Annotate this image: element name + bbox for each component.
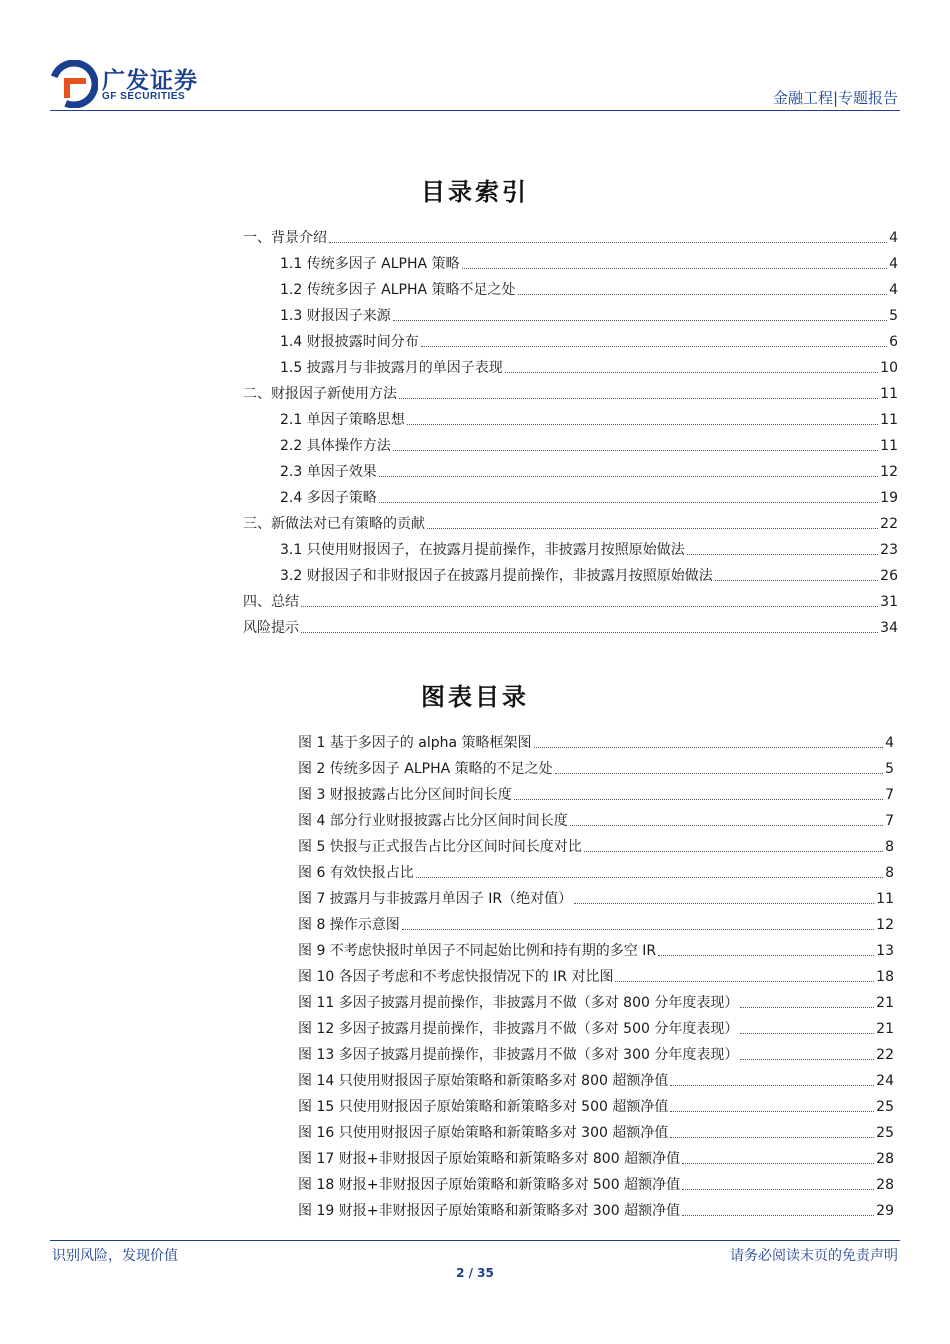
toc-entry-page: 10 xyxy=(880,360,898,376)
toc-leader-dots xyxy=(518,294,888,295)
toc-leader-dots xyxy=(301,606,878,607)
figure-entry-label: 图 2 传统多因子 ALPHA 策略的不足之处 xyxy=(298,761,553,777)
toc-entry-page: 19 xyxy=(880,490,898,506)
toc-leader-dots xyxy=(379,476,878,477)
figure-entry-label: 图 6 有效快报占比 xyxy=(298,865,414,881)
toc-entry-label: 1.5 披露月与非披露月的单因子表现 xyxy=(280,360,503,376)
figure-leader-dots xyxy=(670,1137,874,1138)
toc-leader-dots xyxy=(393,450,878,451)
figure-entry-label: 图 12 多因子披露月提前操作，非披露月不做（多对 500 分年度表现） xyxy=(298,1021,739,1037)
figure-leader-dots xyxy=(555,773,883,774)
toc-leader-dots xyxy=(715,580,878,581)
figure-entry[interactable] xyxy=(298,938,894,960)
figure-entry-label: 图 10 各因子考虑和不考虑快报情况下的 IR 对比图 xyxy=(298,969,614,985)
figure-entry[interactable] xyxy=(298,782,894,804)
toc-entry-label: 2.3 单因子效果 xyxy=(280,464,377,480)
figure-entry-page: 8 xyxy=(885,839,894,855)
figure-leader-dots xyxy=(658,955,874,956)
toc-entry-label: 3.1 只使用财报因子，在披露月提前操作，非披露月按照原始做法 xyxy=(280,542,685,558)
gf-logo-icon xyxy=(50,60,98,108)
toc-leader-dots xyxy=(421,346,887,347)
toc-entry-label: 风险提示 xyxy=(243,620,299,636)
figure-entry[interactable] xyxy=(298,1016,894,1038)
toc-entry-label: 二、财报因子新使用方法 xyxy=(243,386,397,402)
figure-entry-page: 4 xyxy=(885,735,894,751)
toc-entry-label: 1.4 财报披露时间分布 xyxy=(280,334,419,350)
figure-entry[interactable] xyxy=(298,1172,894,1194)
toc-entry-page: 11 xyxy=(880,412,898,428)
figure-entry-label: 图 5 快报与正式报告占比分区间时间长度对比 xyxy=(298,839,582,855)
figure-leader-dots xyxy=(740,1059,874,1060)
toc-entry-page: 11 xyxy=(880,386,898,402)
toc-entry[interactable] xyxy=(280,303,898,325)
figure-leader-dots xyxy=(740,1033,874,1034)
figure-leader-dots xyxy=(584,851,883,852)
toc-entry-page: 23 xyxy=(880,542,898,558)
figure-entry-page: 21 xyxy=(876,995,894,1011)
toc-entry-label: 2.2 具体操作方法 xyxy=(280,438,391,454)
figure-leader-dots xyxy=(416,877,883,878)
figure-entry-label: 图 19 财报+非财报因子原始策略和新策略多对 300 超额净值 xyxy=(298,1203,681,1219)
figure-entry[interactable] xyxy=(298,964,894,986)
figure-entry-label: 图 1 基于多因子的 alpha 策略框架图 xyxy=(298,735,532,751)
figure-list-title: 图表目录 xyxy=(421,682,529,711)
toc-entry[interactable] xyxy=(280,459,898,481)
toc-entry[interactable] xyxy=(280,277,898,299)
header-divider xyxy=(50,110,900,111)
figure-entry-page: 28 xyxy=(876,1177,894,1193)
toc-leader-dots xyxy=(427,528,878,529)
figure-entry[interactable] xyxy=(298,990,894,1012)
toc-entry[interactable] xyxy=(243,511,898,533)
figure-entry-label: 图 18 财报+非财报因子原始策略和新策略多对 500 超额净值 xyxy=(298,1177,681,1193)
toc-entry-label: 三、新做法对已有策略的贡献 xyxy=(243,516,425,532)
figure-leader-dots xyxy=(682,1163,874,1164)
figure-entry[interactable] xyxy=(298,1146,894,1168)
toc-leader-dots xyxy=(687,554,878,555)
toc-entry[interactable] xyxy=(280,355,898,377)
toc-entry-page: 34 xyxy=(880,620,898,636)
figure-leader-dots xyxy=(740,1007,874,1008)
toc-entry-label: 3.2 财报因子和非财报因子在披露月提前操作，非披露月按照原始做法 xyxy=(280,568,713,584)
footer-disclaimer-note: 请务必阅读末页的免责声明 xyxy=(730,1248,898,1264)
footer-divider xyxy=(50,1240,900,1241)
toc-entry[interactable] xyxy=(243,381,898,403)
page-header xyxy=(0,0,950,120)
figure-leader-dots xyxy=(682,1189,874,1190)
figure-entry[interactable] xyxy=(298,1120,894,1142)
figure-entry-label: 图 9 不考虑快报时单因子不同起始比例和持有期的多空 IR xyxy=(298,943,657,959)
figure-entry-page: 12 xyxy=(876,917,894,933)
figure-entry-label: 图 13 多因子披露月提前操作，非披露月不做（多对 300 分年度表现） xyxy=(298,1047,739,1063)
figure-entry-label: 图 11 多因子披露月提前操作，非披露月不做（多对 800 分年度表现） xyxy=(298,995,739,1011)
figure-entry-page: 22 xyxy=(876,1047,894,1063)
figure-entry[interactable] xyxy=(298,834,894,856)
figure-entry-page: 18 xyxy=(876,969,894,985)
toc-leader-dots xyxy=(462,268,888,269)
figure-leader-dots xyxy=(682,1215,874,1216)
figure-entry-label: 图 14 只使用财报因子原始策略和新策略多对 800 超额净值 xyxy=(298,1073,669,1089)
figure-entry[interactable] xyxy=(298,886,894,908)
toc-entry-page: 4 xyxy=(889,256,898,272)
toc-entry-page: 26 xyxy=(880,568,898,584)
figure-entry-label: 图 7 披露月与非披露月单因子 IR（绝对值） xyxy=(298,891,573,907)
figure-entry-page: 7 xyxy=(885,787,894,803)
figure-leader-dots xyxy=(670,1111,874,1112)
toc-entry[interactable] xyxy=(280,329,898,351)
figure-entry-page: 24 xyxy=(876,1073,894,1089)
toc-entry-page: 5 xyxy=(889,308,898,324)
figure-entry-page: 25 xyxy=(876,1125,894,1141)
toc-entry[interactable] xyxy=(243,225,898,247)
toc-entry-label: 一、背景介绍 xyxy=(243,230,327,246)
toc-entry[interactable] xyxy=(280,251,898,273)
toc-entry-label: 1.3 财报因子来源 xyxy=(280,308,391,324)
figure-entry-page: 21 xyxy=(876,1021,894,1037)
report-category: 金融工程|专题报告 xyxy=(772,89,898,107)
toc-leader-dots xyxy=(329,242,887,243)
figure-entry-page: 28 xyxy=(876,1151,894,1167)
figure-leader-dots xyxy=(670,1085,874,1086)
toc-entry-label: 1.2 传统多因子 ALPHA 策略不足之处 xyxy=(280,282,516,298)
figure-entry[interactable] xyxy=(298,1198,894,1220)
toc-entry-label: 1.1 传统多因子 ALPHA 策略 xyxy=(280,256,460,272)
footer-slogan: 识别风险，发现价值 xyxy=(52,1248,178,1264)
toc-entry-page: 4 xyxy=(889,282,898,298)
figure-entry-label: 图 4 部分行业财报披露占比分区间时间长度 xyxy=(298,813,568,829)
figure-entry[interactable] xyxy=(298,730,894,752)
figure-entry[interactable] xyxy=(298,912,894,934)
toc-title: 目录索引 xyxy=(421,177,529,206)
toc-leader-dots xyxy=(379,502,878,503)
toc-entry[interactable] xyxy=(243,615,898,637)
toc-leader-dots xyxy=(505,372,878,373)
figure-entry-page: 25 xyxy=(876,1099,894,1115)
figure-entry-label: 图 15 只使用财报因子原始策略和新策略多对 500 超额净值 xyxy=(298,1099,669,1115)
toc-entry[interactable] xyxy=(280,433,898,455)
figure-entry-label: 图 3 财报披露占比分区间时间长度 xyxy=(298,787,512,803)
toc-entry[interactable] xyxy=(280,563,898,585)
figure-entry-label: 图 17 财报+非财报因子原始策略和新策略多对 800 超额净值 xyxy=(298,1151,681,1167)
figure-entry-page: 11 xyxy=(876,891,894,907)
figure-leader-dots xyxy=(514,799,883,800)
toc-entry-page: 6 xyxy=(889,334,898,350)
toc-entry-page: 11 xyxy=(880,438,898,454)
toc-leader-dots xyxy=(407,424,878,425)
figure-entry-label: 图 8 操作示意图 xyxy=(298,917,400,933)
figure-entry[interactable] xyxy=(298,1094,894,1116)
figure-entry-page: 8 xyxy=(885,865,894,881)
figure-entry[interactable] xyxy=(298,756,894,778)
toc-entry[interactable] xyxy=(243,589,898,611)
toc-entry-label: 2.4 多因子策略 xyxy=(280,490,377,506)
figure-entry[interactable] xyxy=(298,808,894,830)
toc-entry[interactable] xyxy=(280,485,898,507)
figure-entry-page: 13 xyxy=(876,943,894,959)
figure-leader-dots xyxy=(402,929,874,930)
figure-entry[interactable] xyxy=(298,860,894,882)
toc-entry[interactable] xyxy=(280,537,898,559)
page-number: 2 / 35 xyxy=(456,1266,494,1280)
figure-leader-dots xyxy=(534,747,884,748)
figure-entry-label: 图 16 只使用财报因子原始策略和新策略多对 300 超额净值 xyxy=(298,1125,669,1141)
toc-entry-page: 22 xyxy=(880,516,898,532)
toc-leader-dots xyxy=(393,320,887,321)
toc-entry-page: 12 xyxy=(880,464,898,480)
figure-entry-page: 29 xyxy=(876,1203,894,1219)
toc-leader-dots xyxy=(301,632,878,633)
logo-chinese-text: 广发证券 xyxy=(102,68,198,94)
toc-entry-page: 31 xyxy=(880,594,898,610)
toc-entry-label: 2.1 单因子策略思想 xyxy=(280,412,405,428)
figure-entry[interactable] xyxy=(298,1068,894,1090)
logo-english-text: GF SECURITIES xyxy=(102,91,186,102)
toc-entry-page: 4 xyxy=(889,230,898,246)
toc-leader-dots xyxy=(399,398,878,399)
figure-entry-page: 5 xyxy=(885,761,894,777)
toc-entry[interactable] xyxy=(280,407,898,429)
figure-entry-page: 7 xyxy=(885,813,894,829)
figure-leader-dots xyxy=(570,825,883,826)
toc-entry-label: 四、总结 xyxy=(243,594,299,610)
figure-entry[interactable] xyxy=(298,1042,894,1064)
figure-leader-dots xyxy=(574,903,874,904)
figure-leader-dots xyxy=(615,981,874,982)
